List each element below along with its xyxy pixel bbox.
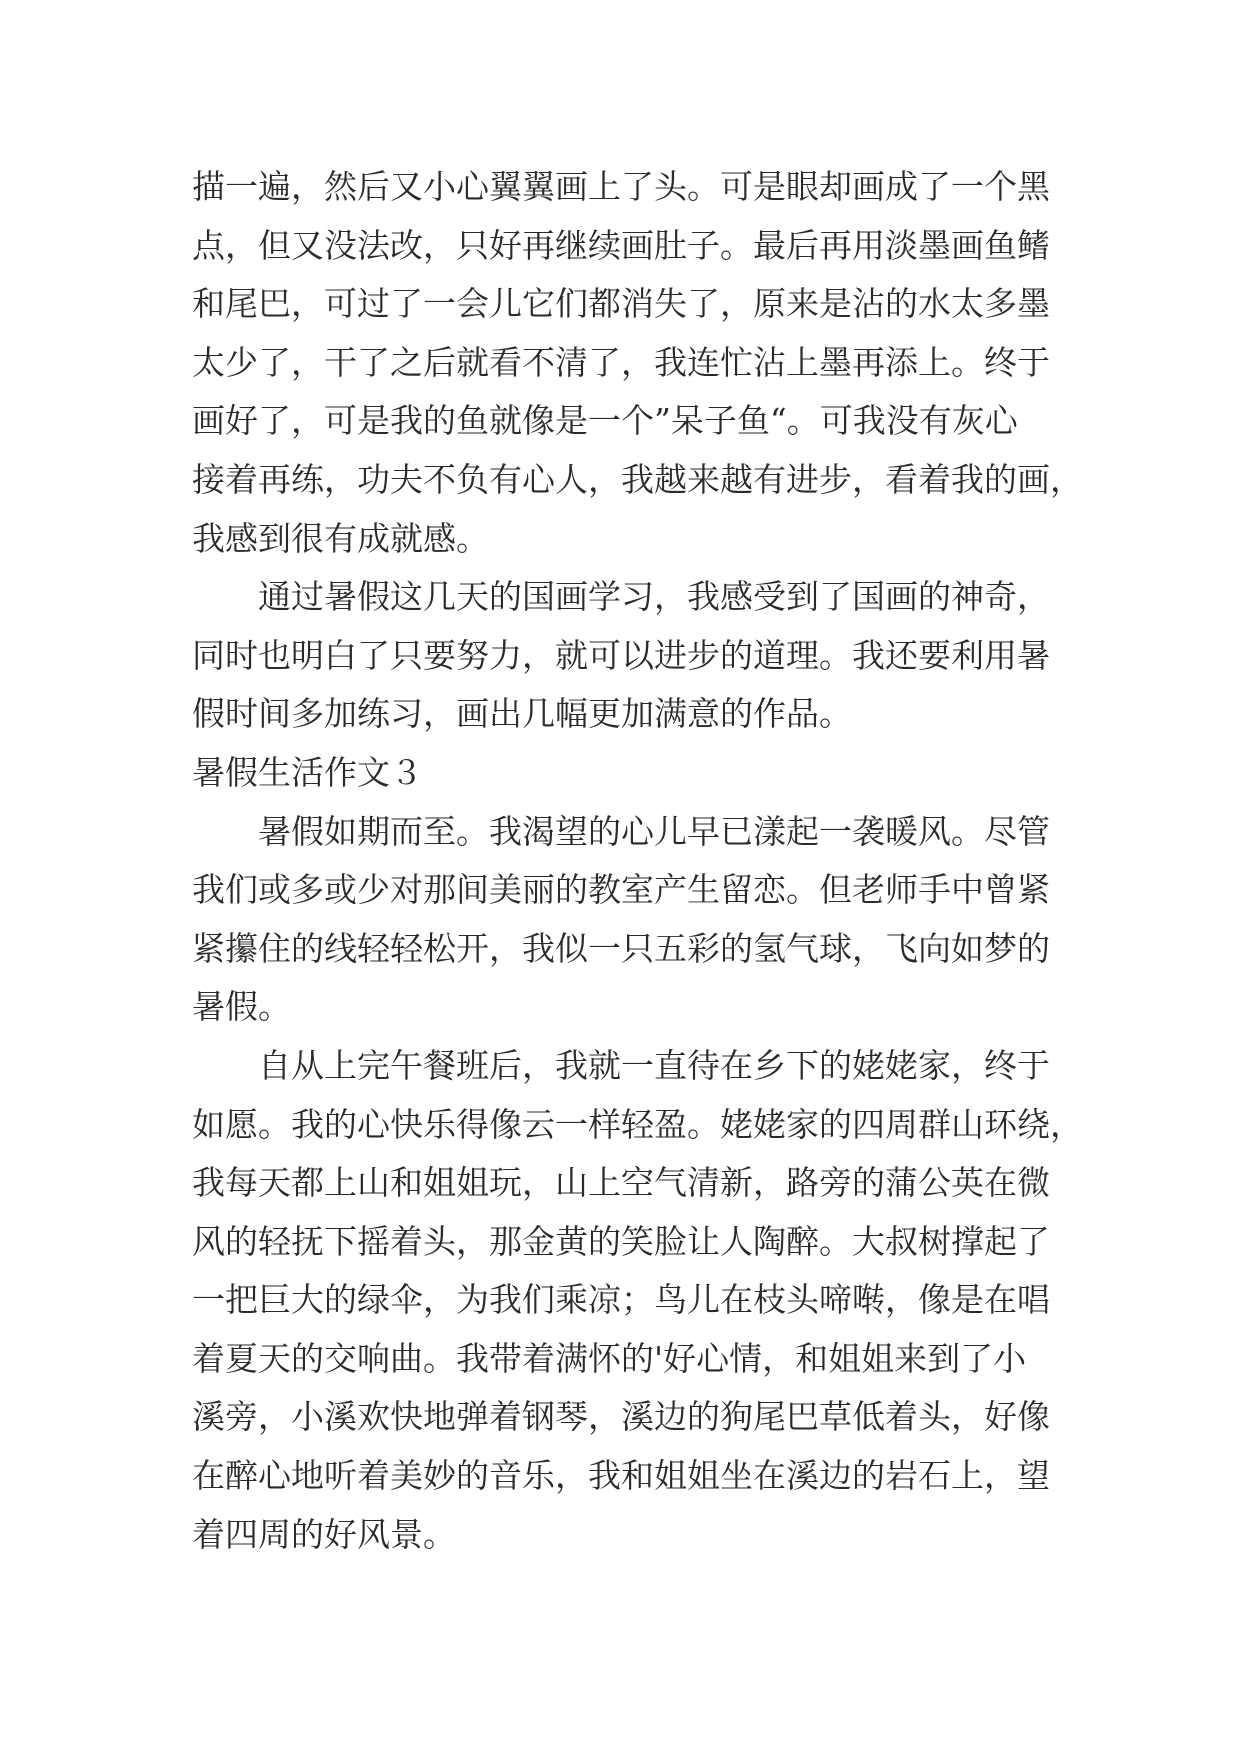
text-line: 描一遍，然后又小心翼翼画上了头。可是眼却画成了一个黑 — [192, 167, 1050, 206]
text-line: 画好了，可是我的鱼就像是一个”呆子鱼“。可我没有灰心 — [192, 401, 1018, 441]
text-line: 风的轻抚下摇着头，那金黄的笑脸让人陶醉。大叔树撑起了 — [192, 1221, 1050, 1261]
text-line: 暑假。 — [192, 987, 291, 1027]
text-line: 如愿。我的心快乐得像云一样轻盈。姥姥家的四周群山环绕， — [192, 1104, 1083, 1144]
text-line: 自从上完午餐班后，我就一直待在乡下的姥姥家，终于 — [258, 1045, 1050, 1085]
text-line: 暑假如期而至。我渴望的心儿早已漾起一袭暖风。尽管 — [258, 811, 1050, 851]
text-line: 着四周的好风景。 — [192, 1514, 456, 1554]
text-line: 我每天都上山和姐姐玩，山上空气清新，路旁的蒲公英在微 — [192, 1163, 1050, 1203]
document-body — [192, 158, 1083, 1564]
text-line: 同时也明白了只要努力，就可以进步的道理。我还要利用暑 — [192, 635, 1050, 675]
paragraph-continuation — [192, 158, 1083, 568]
text-line: 通过暑假这几天的国画学习，我感受到了国画的神奇， — [258, 577, 1050, 617]
paragraph-intro — [192, 803, 1072, 1037]
text-line: 和尾巴，可过了一会儿它们都消失了，原来是沾的水太多墨 — [192, 284, 1050, 324]
text-line: 紧攥住的线轻轻松开，我似一只五彩的氢气球，飞向如梦的 — [192, 928, 1050, 968]
text-line: 我们或多或少对那间美丽的教室产生留恋。但老师手中曾紧 — [192, 870, 1050, 910]
text-line: 点，但又没法改，只好再继续画肚子。最后再用淡墨画鱼鳍 — [192, 225, 1050, 265]
text-line: 我感到很有成就感。 — [192, 518, 489, 558]
text-line: 在醉心地听着美妙的音乐，我和姐姐坐在溪边的岩石上，望 — [192, 1456, 1050, 1496]
text-line: 太少了，干了之后就看不清了，我连忙沾上墨再添上。终于 — [192, 342, 1050, 382]
text-line: 假时间多加练习，画出几幅更加满意的作品。 — [192, 694, 852, 734]
text-line: 着夏天的交响曲。我带着满怀的'好心情，和姐姐来到了小 — [192, 1338, 1027, 1378]
paragraph-body — [192, 1037, 1083, 1564]
essay-heading: 暑假生活作文３ — [192, 752, 423, 792]
text-line: 一把巨大的绿伞，为我们乘凉；鸟儿在枝头啼啭，像是在唱 — [192, 1280, 1050, 1320]
text-line: 溪旁，小溪欢快地弹着钢琴，溪边的狗尾巴草低着头，好像 — [192, 1397, 1050, 1437]
paragraph-conclusion — [192, 568, 1072, 744]
text-line: 接着再练，功夫不负有心人，我越来越有进步，看着我的画， — [192, 459, 1083, 499]
